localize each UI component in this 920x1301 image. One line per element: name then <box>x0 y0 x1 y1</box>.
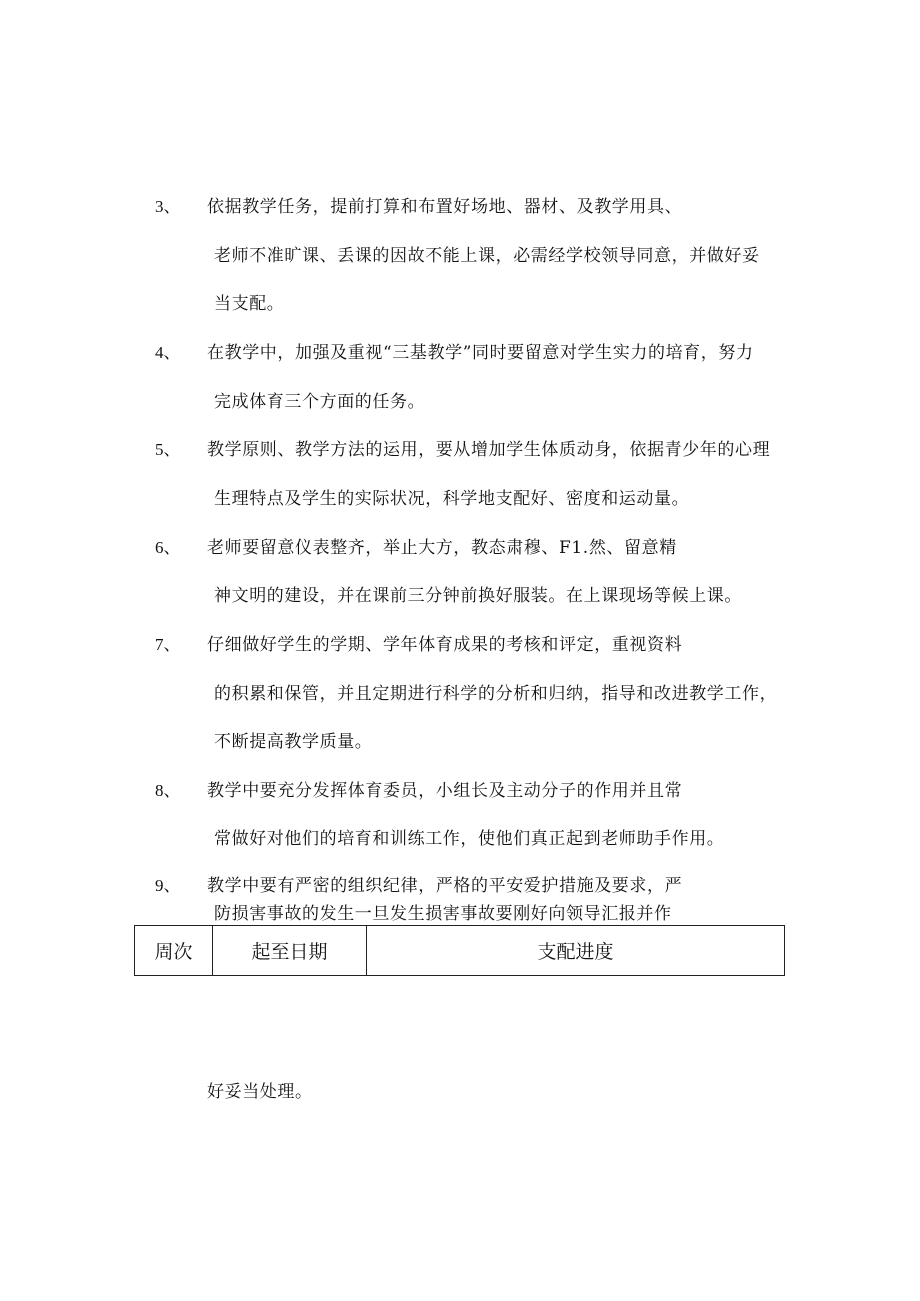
schedule-table <box>134 925 785 976</box>
continuation-text: 好妥当处理。 <box>207 1082 313 1102</box>
item-text-line: 仔细做好学生的学期、学年体育成果的考核和评定，重视资料 <box>207 635 683 655</box>
item-text-line: 依据教学任务，提前打算和布置好场地、器材、及教学用具、 <box>207 197 683 217</box>
header-schedule-progress: 支配进度 <box>367 926 785 976</box>
item-text-line: 生理特点及学生的实际状况，科学地支配好、密度和运动量。 <box>214 489 690 509</box>
item-text-line: 的积累和保管，并且定期进行科学的分析和归纳，指导和改进教学工作， <box>214 684 778 704</box>
item-number: 4、 <box>155 343 181 362</box>
item-text-line: 常做好对他们的培育和训练工作，使他们真正起到老师助手作用。 <box>214 829 725 849</box>
item-text-line: 神文明的建设，并在课前三分钟前换好服装。在上课现场等候上课。 <box>214 586 742 606</box>
item-text-line: 在教学中，加强及重视“三基教学”同时要留意对学生实力的培育，努力 <box>207 343 754 363</box>
item-number: 5、 <box>155 440 181 459</box>
item-number: 7、 <box>155 635 181 654</box>
item-text-line: 老师不准旷课、丢课的因故不能上课，必需经学校领导同意，并做好妥 <box>214 246 760 266</box>
table-header-row <box>135 926 785 976</box>
item-text-line: 当支配。 <box>214 294 285 314</box>
item-text-line: 教学中要充分发挥体育委员，小组长及主动分子的作用并且常 <box>207 781 683 801</box>
item-number: 9、 <box>155 876 181 895</box>
header-date-range: 起至日期 <box>213 926 367 976</box>
item-number: 8、 <box>155 781 181 800</box>
item-text-line: 不断提高教学质量。 <box>214 732 373 752</box>
item-number: 6、 <box>155 538 181 557</box>
item-text-line: 完成体育三个方面的任务。 <box>214 392 426 412</box>
item-number: 3、 <box>155 197 181 216</box>
item-text-line: 老师要留意仪表整齐，举止大方，教态肃穆、F1.然、留意精 <box>207 538 677 558</box>
item-text-line: 教学原则、教学方法的运用，要从增加学生体质动身，依据青少年的心理 <box>207 440 771 460</box>
item-text-line: 教学中要有严密的组织纪律，严格的平安爱护措施及要求，严 <box>207 876 683 896</box>
header-week: 周次 <box>135 926 213 976</box>
item-text-line: 防损害事故的发生一旦发生损害事故要刚好向领导汇报并作 <box>214 904 672 924</box>
